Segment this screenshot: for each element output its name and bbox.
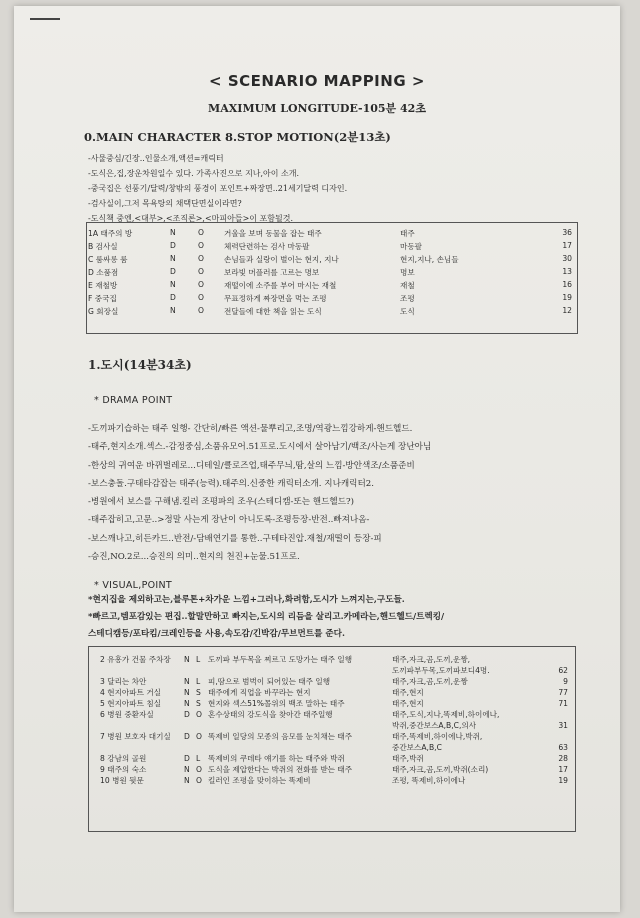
visual-line: 스테디캠등/포타킴/크레인등을 사용,속도감/긴박감/무브먼트를 준다. [88, 629, 345, 639]
day-night: D [184, 710, 190, 719]
visual-point-lines [88, 592, 608, 643]
scene-table-1 [100, 654, 568, 786]
scene-id: 1A 태주의 방 [88, 229, 133, 238]
scene-cast: 마동팔 [400, 242, 423, 251]
day-night [184, 720, 196, 731]
document-subtitle: MAXIMUM LONGITUDE-105분 42초 [208, 102, 426, 115]
scene-cast: 조평, 똑제비,하이에나 [392, 776, 466, 785]
location-type [196, 742, 208, 753]
scene-length: 36 [562, 228, 572, 237]
scene-cast: 현지,지나, 손님들 [400, 255, 459, 264]
scene-length [538, 709, 568, 720]
scene-length: 77 [558, 688, 568, 697]
scene-description: 재떨이에 소주를 부어 마시는 재철 [224, 281, 337, 290]
scene-description: 혼수상태의 강도식을 찾아간 태주일행 [208, 710, 333, 719]
scene-cast: 중간보스A,B,C [392, 743, 442, 752]
location-type: O [198, 241, 204, 250]
scene-id: C 룸싸롱 룸 [88, 255, 128, 264]
drama-line: -보스깨나고,히든카드..반전/-담배연기를 통한..구테타진압.재철/재떨이 등장-피 [88, 533, 382, 544]
scene-description: 현지와 섹스51%몰위의 백조 말하는 태주 [208, 699, 345, 708]
section-0-notes [88, 151, 588, 226]
scene-id: 2 유흥가 건물 주차장 [100, 655, 171, 664]
day-night: N [184, 776, 190, 785]
scene-length [538, 654, 568, 665]
drama-line: -승진,NO.2로...승진의 의미..현지의 천진+눈물.51프로. [88, 552, 300, 563]
location-type: O [196, 732, 202, 741]
location-type: O [196, 765, 202, 774]
drama-line: -병원에서 보스를 구해냄.킬러 조평파의 조우(스테디캠-또는 핸드헬드?) [88, 497, 354, 508]
scene-row [100, 676, 568, 687]
scene-cast: 박쥐,중간보스A,B,C,의사 [392, 721, 477, 730]
day-night: N [184, 677, 190, 686]
dash-mark [30, 18, 60, 20]
scene-row [100, 654, 568, 665]
scene-id: G 회장실 [88, 307, 119, 316]
scene-row [88, 280, 572, 293]
scene-description: 피,땀으로 범벅이 되어있는 태주 일행 [208, 677, 331, 686]
scene-id: 9 태주의 숙소 [100, 765, 147, 774]
scene-id: 5 현지아파트 침실 [100, 699, 162, 708]
location-type: O [198, 254, 204, 263]
scene-length: 28 [558, 754, 568, 763]
scene-cast: 조평 [400, 294, 415, 303]
scene-description [208, 742, 392, 753]
drama-point-lines [88, 420, 608, 566]
scene-row [100, 775, 568, 786]
scene-id: 4 현지아파트 거실 [100, 688, 162, 697]
scene-cast: 태주,자크,곰,도끼,운짱 [392, 677, 468, 686]
note-line: -도식책 중엔,<대부>,<조직론>,<마피아들>이 포함될것. [88, 214, 294, 223]
scene-length: 17 [558, 765, 568, 774]
document-title: < SCENARIO MAPPING > [209, 72, 425, 90]
scene-length: 16 [562, 280, 572, 289]
scene-id: 10 병원 뒷문 [100, 776, 144, 785]
day-night: N [184, 699, 190, 708]
scene-row [88, 254, 572, 267]
scene-cast: 태주,현지 [392, 699, 424, 708]
drama-point-heading: * DRAMA POINT [94, 395, 173, 406]
visual-line: *현지집을 제외하고는,블루톤+차가운 느낌+그러나,화려함,도시가 느껴지는,구도들. [88, 595, 405, 605]
scene-id: E 재철방 [88, 281, 118, 290]
scene-length [538, 731, 568, 742]
scene-description: 무표정하게 짜장면을 먹는 조평 [224, 294, 327, 303]
note-line: -중국집은 선풍기/달력/창밖의 풍경이 포인트+짜장면..21세기달력 디자인. [88, 184, 348, 193]
scene-description: 태주에게 직업을 바꾸라는 현지 [208, 688, 311, 697]
scene-row [100, 720, 568, 731]
scene-row [88, 306, 572, 319]
scene-length: 30 [562, 254, 572, 263]
day-night: N [170, 228, 176, 237]
scene-id: B 검사실 [88, 242, 118, 251]
visual-line: *빠르고,템포감있는 편집..할말만하고 빠지는,도시의 리듬을 살리고.카메라는,핸드헬드/트렉킹/ [88, 612, 445, 622]
scene-description [208, 665, 392, 676]
document-page [14, 6, 620, 912]
day-night: N [170, 306, 176, 315]
location-type: O [196, 776, 202, 785]
day-night [184, 742, 196, 753]
scene-cast: 도식 [400, 307, 415, 316]
scene-id [100, 665, 184, 676]
scene-id [100, 720, 184, 731]
day-night: N [170, 254, 176, 263]
scene-cast: 태주,자크,곰,도끼,운짱, [392, 655, 471, 664]
scene-row [88, 228, 572, 241]
day-night: D [170, 293, 176, 302]
location-type: O [198, 293, 204, 302]
scene-description: 똑제비 일당의 모종의 음모를 눈치채는 태주 [208, 732, 353, 741]
scene-cast: 태주,현지 [392, 688, 424, 697]
scene-description: 도식을 제압한다는 박쥐의 전화를 받는 태주 [208, 765, 353, 774]
scene-cast: 태주 [400, 229, 415, 238]
scene-id: 8 강남의 골원 [100, 754, 147, 763]
day-night: D [184, 732, 190, 741]
drama-line: -한상의 귀여운 바뀌벌레로...디테일/클로즈업,태주무늬,땀,살의 느낌-방안색조/소품준비 [88, 460, 415, 471]
drama-line: -태주,현지소개.섹스.-감정중심,소품유모어.51프로.도시에서 살아남기/백조/사는게 장난아님 [88, 442, 432, 453]
scene-table-0 [88, 228, 572, 319]
scene-row [88, 293, 572, 306]
location-type: S [196, 688, 201, 697]
scene-length: 9 [563, 677, 568, 686]
scene-description: 도끼파 부두목을 찌르고 도망가는 태주 일행 [208, 655, 353, 664]
day-night [184, 665, 196, 676]
scene-cast: 태주,자크,곰,도끼,박쥐(소리) [392, 765, 489, 774]
scene-length: 63 [558, 743, 568, 752]
scene-length: 17 [562, 241, 572, 250]
scene-row [88, 267, 572, 280]
scene-row [100, 665, 568, 676]
location-type: O [196, 710, 202, 719]
note-line: -사물중심/긴장..인물소개,액션=캐릭터 [88, 154, 224, 163]
scene-id: F 중국집 [88, 294, 117, 303]
location-type: L [196, 677, 201, 686]
scene-row [100, 731, 568, 742]
location-type: O [198, 306, 204, 315]
day-night: N [184, 655, 190, 664]
location-type: S [196, 699, 201, 708]
scene-description: 손님들과 실랑이 벌이는 현지, 지나 [224, 255, 339, 264]
drama-line: -태주잡히고,고문..>정말 사는게 장난이 아니도록-조평등장-반전..빠져나옴- [88, 515, 370, 526]
scene-id [100, 742, 184, 753]
location-type: O [198, 228, 204, 237]
note-line: -검사실이,그저 목욕탕의 채택단면실이라면? [88, 199, 242, 208]
note-line: -도식은,집,장운차원일수 있다. 가족사진으로 지나,아이 소개. [88, 169, 300, 178]
scene-length: 71 [558, 699, 568, 708]
day-night: D [184, 754, 190, 763]
scene-length: 13 [562, 267, 572, 276]
scene-length: 12 [562, 306, 572, 315]
day-night: D [170, 267, 176, 276]
scene-description [208, 720, 392, 731]
scene-cast: 태주,똑제비,하이에나,박쥐, [392, 732, 483, 741]
scene-id: 6 병원 중환자실 [100, 710, 154, 719]
scene-id: 7 병원 보호자 대기실 [100, 732, 171, 741]
scene-cast: 태주,도식,지나,똑제비,하이에나, [392, 710, 500, 719]
scene-row [100, 687, 568, 698]
scene-description: 거울을 보며 동물을 잡는 태주 [224, 229, 322, 238]
visual-point-heading: * VISUAL,POINT [94, 580, 172, 591]
scene-description: 보라빛 머플러를 고르는 명보 [224, 268, 320, 277]
scene-length: 62 [558, 666, 568, 675]
scene-length: 31 [558, 721, 568, 730]
scene-description: 체력단련하는 검사 마동팔 [224, 242, 310, 251]
section-1-heading: 1.도시(14분34초) [88, 358, 192, 372]
scene-row [100, 753, 568, 764]
location-type [196, 720, 208, 731]
scene-cast: 태주,박쥐 [392, 754, 424, 763]
scene-row [100, 698, 568, 709]
scene-row [100, 742, 568, 753]
scene-length: 19 [558, 776, 568, 785]
location-type: O [198, 280, 204, 289]
scene-description: 똑제비의 쿠데타 얘기를 하는 태주와 박쥐 [208, 754, 345, 763]
section-0-heading: 0.MAIN CHARACTER 8.STOP MOTION(2분13초) [84, 130, 391, 144]
scene-id: D 소품점 [88, 268, 119, 277]
day-night: N [170, 280, 176, 289]
location-type: L [196, 754, 201, 763]
scene-description: 킬러인 조평을 맞이하는 똑제비 [208, 776, 311, 785]
scene-row [100, 764, 568, 775]
location-type: L [196, 655, 201, 664]
day-night: N [184, 765, 190, 774]
day-night: N [184, 688, 190, 697]
scene-description: 전달들에 대한 책을 읽는 도식 [224, 307, 322, 316]
scene-cast: 명보 [400, 268, 415, 277]
scene-length: 19 [562, 293, 572, 302]
drama-line: -보스충돌.구태타감잡는 태주(능력).태주의.신중한 캐릭터소개. 지나캐릭터2. [88, 478, 374, 489]
location-type [196, 665, 208, 676]
scene-cast: 도끼파부두목,도끼파보디4명. [392, 666, 490, 675]
drama-line: -도끼파기습하는 태주 일행- 간단히/빠른 액션-물뿌리고,조명/역광느낌강하게-핸드헬드. [88, 424, 413, 434]
scene-cast: 재철 [400, 281, 415, 290]
scene-id: 3 달리는 차안 [100, 677, 147, 686]
scene-row [88, 241, 572, 254]
location-type: O [198, 267, 204, 276]
day-night: D [170, 241, 176, 250]
scene-row [100, 709, 568, 720]
